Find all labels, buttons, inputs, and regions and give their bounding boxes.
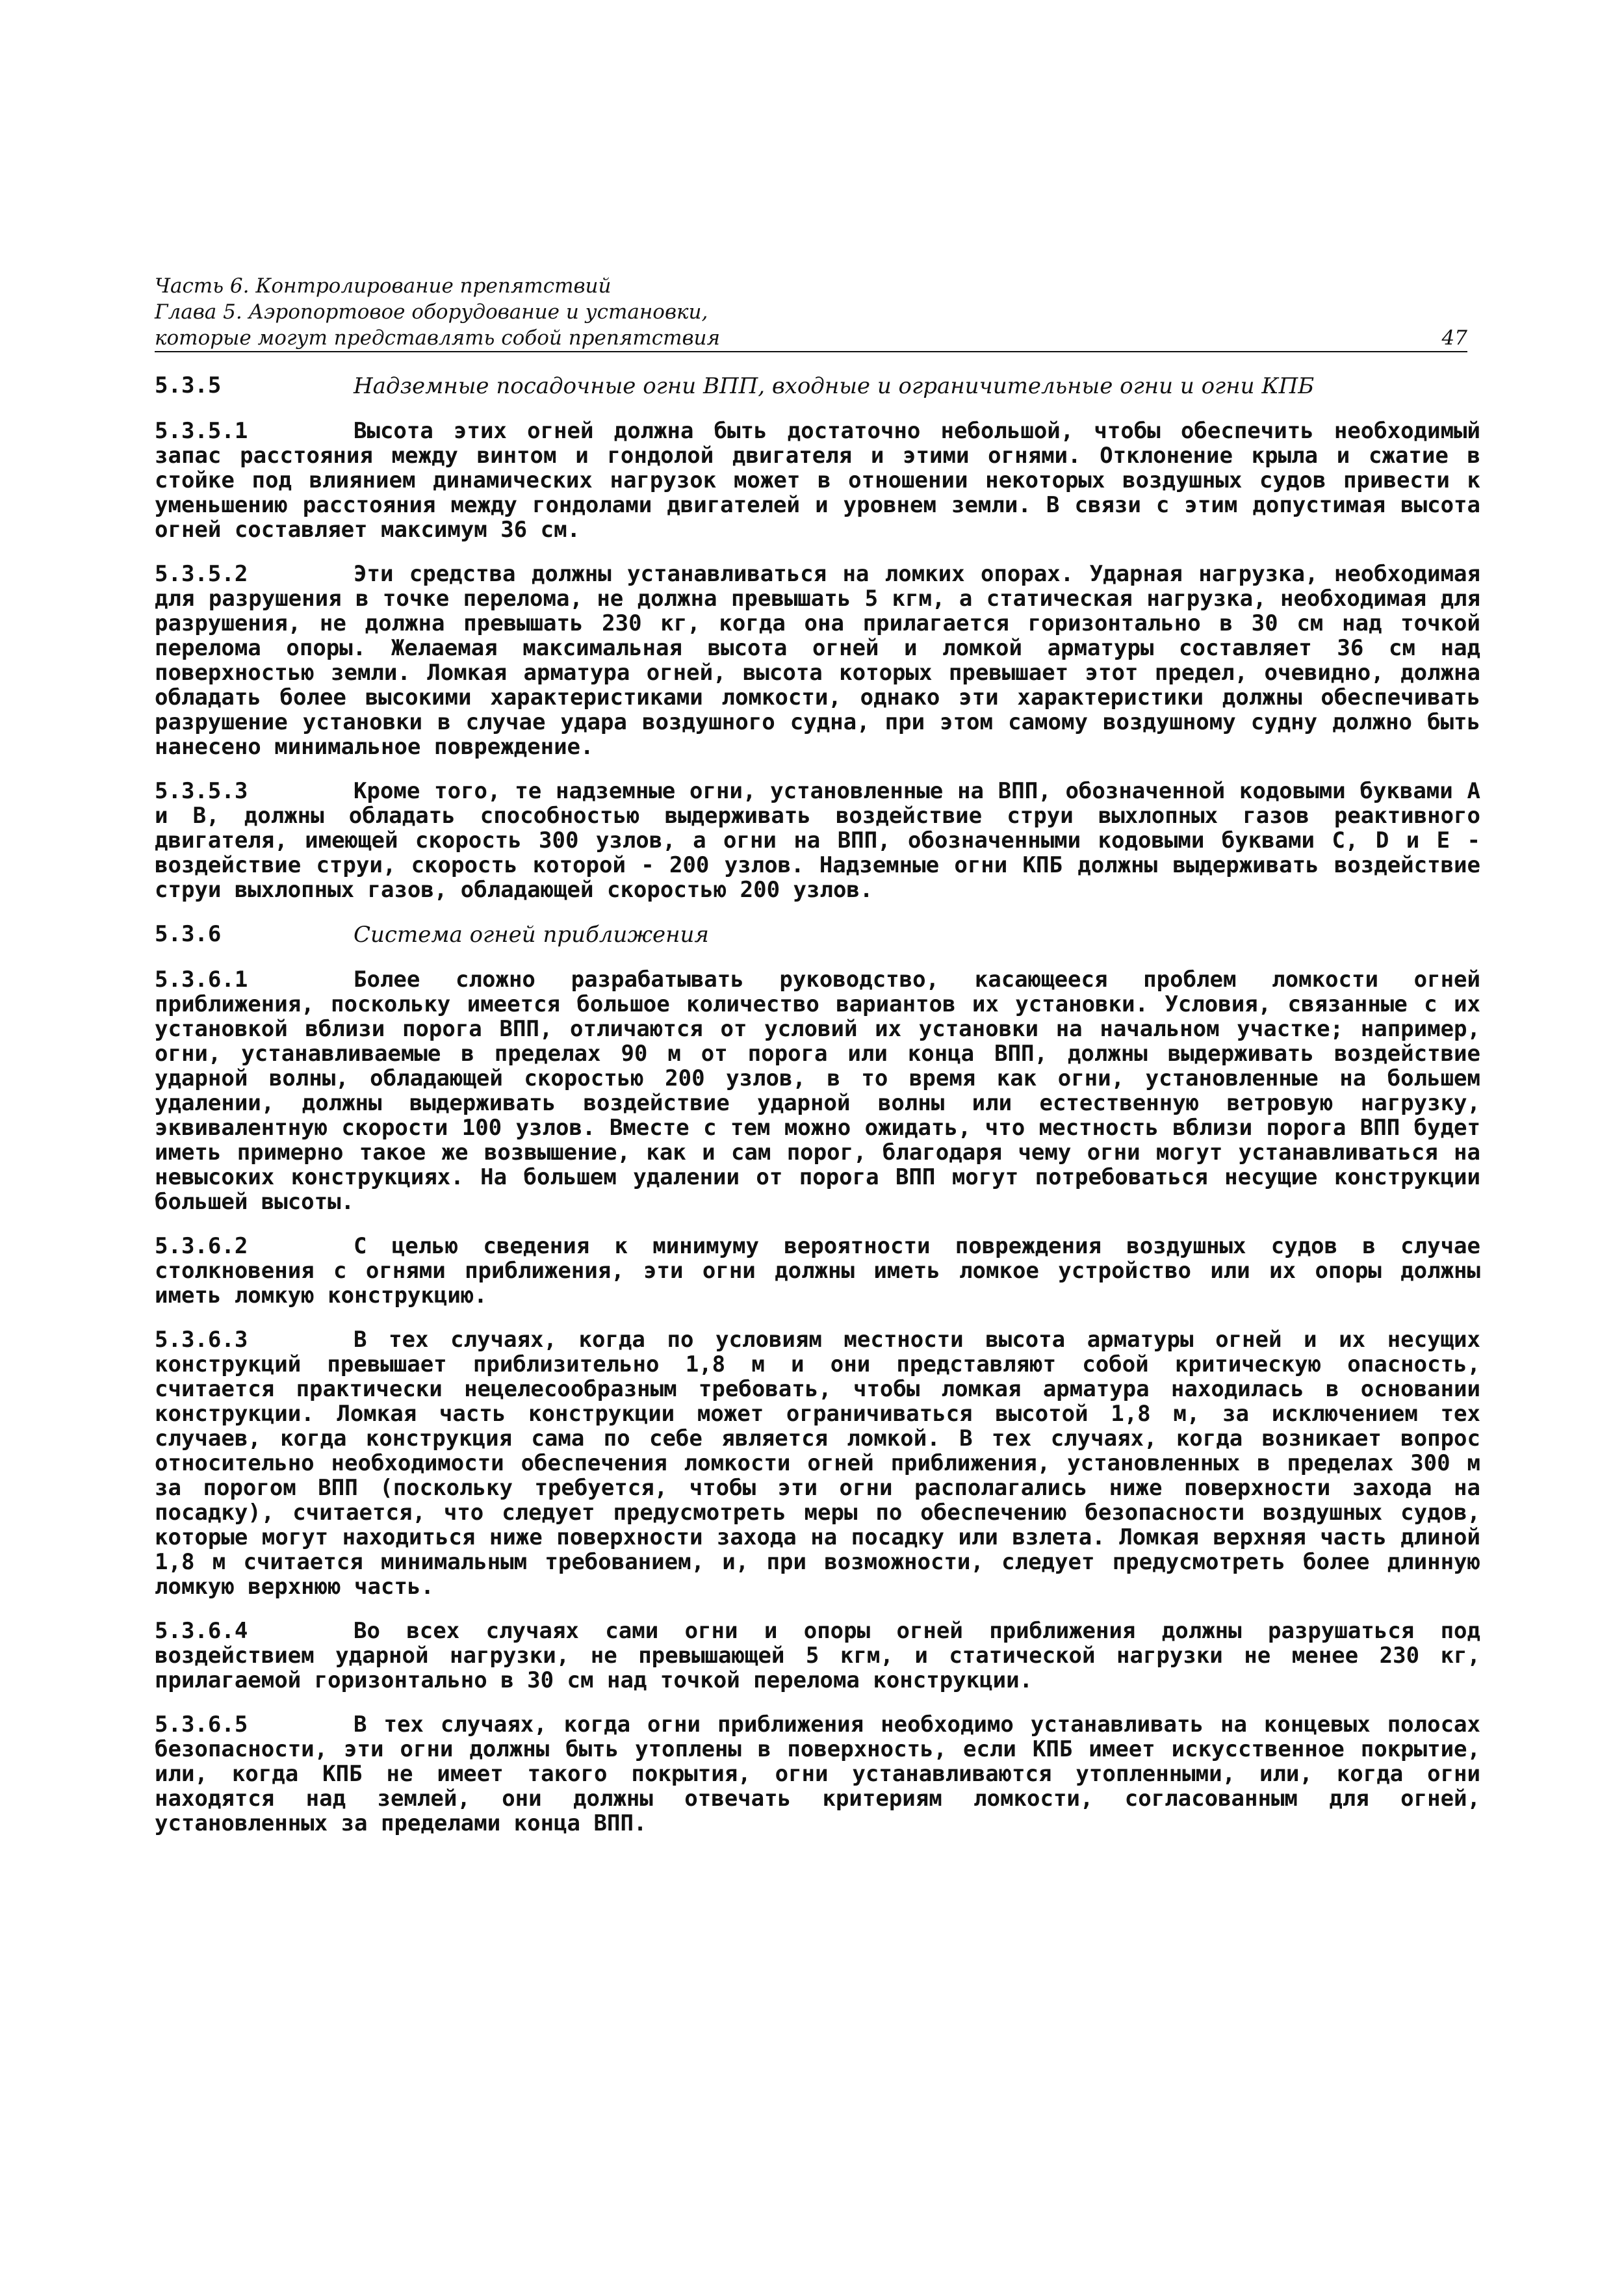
paragraph-text: Кроме того, те надземные огни, установленные на ВПП, обозначенной кодовыми буквами A и B, должны обладать способностью выдерживать воздействие струи выхлопных газов реактивного двигателя, имеющей скорость 300 узлов, а огни на ВПП, обозначенными кодовыми буквами C, D и E - воздействие струи, скорость которой - 200 узлов. Надземные огни КПБ должны выдерживать воздействие струи выхлопных газов, обладающей скоростью 200 узлов. <box>155 778 1480 903</box>
paragraph-number: 5.3.6.3 <box>155 1327 248 1353</box>
paragraph-5-3-6-2 <box>155 1234 1480 1308</box>
document-body <box>155 373 1480 1855</box>
section-heading-5-3-5 <box>155 373 1480 399</box>
paragraph-5-3-5-1 <box>155 419 1480 542</box>
paragraph-text: Во всех случаях сами огни и опоры огней приближения должны разрушаться под воздействием ударной нагрузки, не превышающей 5 кгм, и статической нагрузки не менее 230 кг, прилагаемой горизонтально в 30 см над точкой перелома конструкции. <box>155 1618 1480 1693</box>
paragraph-5-3-5-3 <box>155 779 1480 902</box>
paragraph-number: 5.3.6.5 <box>155 1712 248 1738</box>
paragraph-text: С целью сведения к минимуму вероятности повреждения воздушных судов в случае столкновения с огнями приближения, эти огни должны иметь ломкое устройство или их опоры должны иметь ломкую конструкцию. <box>155 1233 1480 1309</box>
section-title: Надземные посадочные огни ВПП, входные и ограничительные огни и огни КПБ <box>354 373 1315 399</box>
running-header <box>155 273 1467 352</box>
paragraph-number: 5.3.6.2 <box>155 1233 248 1259</box>
paragraph-5-3-6-1 <box>155 967 1480 1214</box>
paragraph-number: 5.3.5.3 <box>155 778 248 804</box>
section-title: Система огней приближения <box>354 922 709 948</box>
header-part: Часть 6. Контролирование препятствий <box>155 274 612 298</box>
header-chapter-continuation <box>155 325 1467 352</box>
page-number: 47 <box>1441 326 1467 350</box>
paragraph-text: Эти средства должны устанавливаться на ломких опорах. Ударная нагрузка, необходимая для разрушения в точке перелома, не должна превышать 5 кгм, а статическая нагрузка, необходимая для разрушения, не должна превышать 230 кг, когда она прилагается горизонтально в 30 см над точкой перелома опоры. Желаемая максимальная высота огней и ломкой арматуры составляет 36 см над поверхностью земли. Ломкая арматура огней, высота которых превышает этот предел, очевидно, должна обладать более высокими характеристиками ломкости, однако эти характеристики должны обеспечивать разрушение установки в случае удара воздушного судна, при этом самому воздушному судну должно быть нанесено минимальное повреждение. <box>155 561 1480 760</box>
section-number: 5.3.6 <box>155 921 222 947</box>
paragraph-5-3-6-3 <box>155 1327 1480 1599</box>
paragraph-number: 5.3.6.4 <box>155 1618 248 1644</box>
paragraph-text: Высота этих огней должна быть достаточно небольшой, чтобы обеспечить необходимый запас расстояния между винтом и гондолой двигателя и этими огнями. Отклонение крыла и сжатие в стойке под влиянием динамических нагрузок может в отношении некоторых воздушных судов привести к уменьшению расстояния между гондолами двигателей и уровнем земли. В связи с этим допустимая высота огней составляет максимум 36 см. <box>155 418 1480 543</box>
paragraph-5-3-6-4 <box>155 1619 1480 1693</box>
paragraph-5-3-5-2 <box>155 562 1480 759</box>
header-chapter: Глава 5. Аэропортовое оборудование и установки, <box>155 300 708 324</box>
paragraph-text: В тех случаях, когда по условиям местности высота арматуры огней и их несущих конструкций превышает приблизительно 1,8 м и они представляют собой критическую опасность, считается практически нецелесообразным требовать, чтобы ломкая арматура находилась в основании конструкции. Ломкая часть конструкции может ограничиваться высотой 1,8 м, за исключением тех случаев, когда конструкция сама по себе является ломкой. В тех случаях, когда возникает вопрос относительно необходимости обеспечения ломкости огней приближения, установленных в пределах 300 м за порогом ВПП (поскольку требуется, чтобы эти огни располагались ниже поверхности захода на посадку), считается, что следует предусмотреть меры по обеспечению безопасности воздушных судов, которые могут находиться ниже поверхности захода на посадку или взлета. Ломкая верхняя часть длиной 1,8 м считается минимальным требованием, и, при возможности, следует предусмотреть более длинную ломкую верхнюю часть. <box>155 1327 1480 1600</box>
header-chapter-cont-text: которые могут представлять собой препятствия <box>155 326 721 350</box>
section-number: 5.3.5 <box>155 372 222 398</box>
paragraph-text: В тех случаях, когда огни приближения необходимо устанавливать на концевых полосах безопасности, эти огни должны быть утоплены в поверхность, если КПБ имеет искусственное покрытие, или, когда КПБ не имеет такого покрытия, огни устанавливаются утопленными, или, когда огни находятся над землей, они должны отвечать критериям ломкости, согласованным для огней, установленных за пределами конца ВПП. <box>155 1712 1480 1836</box>
paragraph-number: 5.3.6.1 <box>155 967 248 993</box>
paragraph-number: 5.3.5.1 <box>155 418 248 444</box>
paragraph-text: Более сложно разрабатывать руководство, касающееся проблем ломкости огней приближения, поскольку имеется большое количество вариантов их установки. Условия, связанные с их установкой вблизи порога ВПП, отличаются от условий их установки на начальном участке; например, огни, устанавливаемые в пределах 90 м от порога или конца ВПП, должны выдерживать воздействие ударной волны, обладающей скоростью 200 узлов, в то время как огни, установленные на большем удалении, должны выдерживать воздействие ударной волны или естественную ветровую нагрузку, эквивалентную скорости 100 узлов. Вместе с тем можно ожидать, что местность вблизи порога ВПП будет иметь примерно такое же возвышение, как и сам порог, благодаря чему огни могут устанавливаться на невысоких конструкциях. На большем удалении от порога ВПП могут потребоваться несущие конструкции большей высоты. <box>155 967 1480 1215</box>
paragraph-5-3-6-5 <box>155 1712 1480 1836</box>
section-heading-5-3-6 <box>155 922 1480 948</box>
paragraph-number: 5.3.5.2 <box>155 561 248 587</box>
